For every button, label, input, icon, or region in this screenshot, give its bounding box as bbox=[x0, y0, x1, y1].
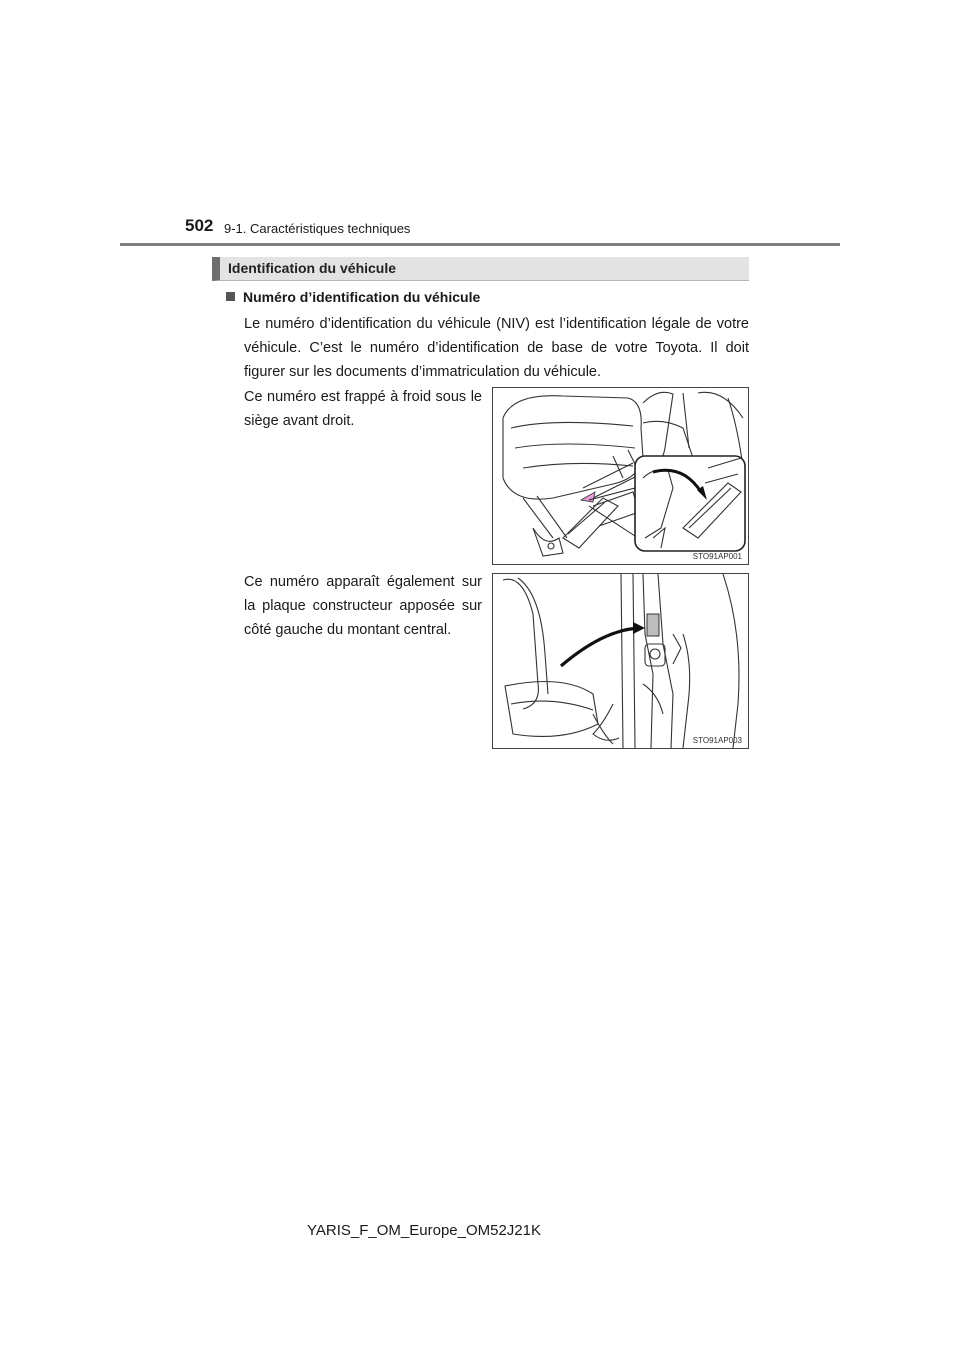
figure-code: STO91AP003 bbox=[692, 736, 742, 745]
page-number: 502 bbox=[185, 216, 214, 235]
intro-paragraph bbox=[244, 312, 749, 384]
figure-under-seat bbox=[492, 387, 749, 565]
figure-code: STO91AP001 bbox=[692, 552, 742, 561]
header-rule bbox=[120, 243, 840, 246]
manufacturer-plate bbox=[647, 614, 659, 636]
subsection-heading bbox=[226, 289, 480, 305]
section-heading bbox=[212, 257, 749, 281]
plate-paragraph: Ce numéro apparaît également sur la plaque constructeur apposée sur côté gauche du montant central. bbox=[244, 574, 482, 638]
center-pillar-illustration bbox=[493, 574, 748, 748]
chapter-title: 9-1. Caractéristiques techniques bbox=[224, 221, 411, 236]
section-heading-text: Identification du véhicule bbox=[228, 260, 397, 276]
subsection-heading-text: Numéro d’identification du véhicule bbox=[243, 289, 481, 305]
under-seat-paragraph: Ce numéro est frappé à froid sous le siège avant droit. bbox=[244, 389, 482, 429]
footer-doc-code: YARIS_F_OM_Europe_OM52J21K bbox=[307, 1222, 542, 1239]
figure-center-pillar bbox=[492, 573, 749, 749]
highlight-arrow-icon bbox=[581, 492, 595, 502]
intro-text: Le numéro d’identification du véhicule (NIV) est l’identification légale de votre véhicule. C’est le numéro d’identification de base de votre Toyota. Il doit figurer sur les documents d’immatriculation du véhicule. bbox=[244, 316, 749, 380]
seat-floor-illustration bbox=[493, 388, 748, 564]
square-bullet-icon bbox=[226, 292, 235, 301]
